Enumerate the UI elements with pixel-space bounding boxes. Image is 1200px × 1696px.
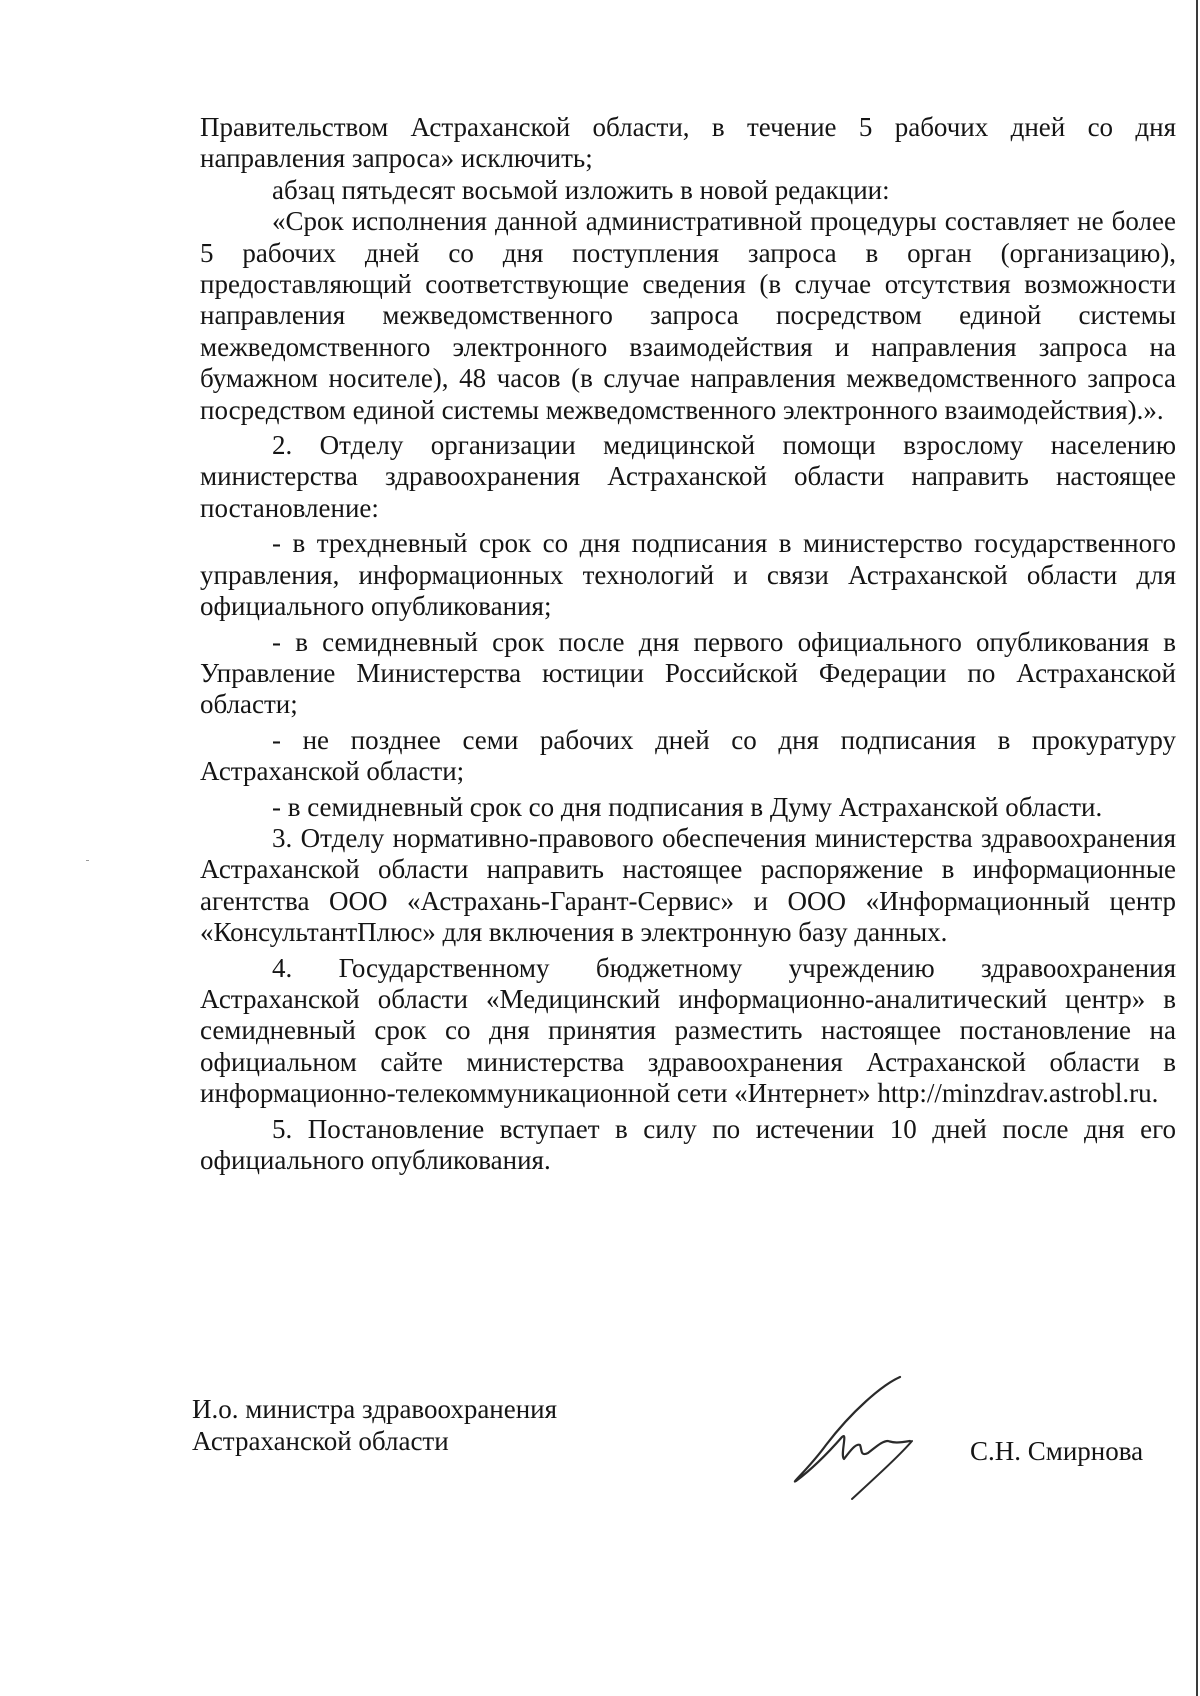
scan-speck [86, 860, 89, 861]
signer-title [192, 1393, 652, 1457]
paragraph-item-5: 5. Постановление вступает в силу по истечении 10 дней после дня его официального опубликования. [200, 1113, 1176, 1175]
paragraph-item-2-bullet-3: - не позднее семи рабочих дней со дня подписания в прокуратуру Астраханской области; [200, 724, 1176, 787]
paragraph-item-3: 3. Отделу нормативно-правового обеспечения министерства здравоохранения Астраханской области направить настоящее распоряжение в информационные агентства ООО «Астрахань-Гарант-Сервис» и ООО «Информационный центр «КонсультантПлюс» для включения в электронную базу данных. [200, 822, 1176, 948]
paragraph-continuation: Правительством Астраханской области, в течение 5 рабочих дней со дня направления запроса» исключить; [200, 112, 1176, 174]
paragraph-item-2-bullet-2: - в семидневный срок после дня первого официального опубликования в Управление Министерства юстиции Российской Федерации по Астраханской области; [200, 626, 1176, 720]
page-edge-shadow [1196, 0, 1198, 1696]
signer-title-line-2: Астраханской области [192, 1426, 449, 1456]
paragraph-item-2: 2. Отделу организации медицинской помощи взрослому населению министерства здравоохранения Астраханской области направить настоящее постановление: [200, 430, 1176, 523]
paragraph-amendment-intro: абзац пятьдесят восьмой изложить в новой редакции: [272, 174, 890, 205]
signer-name: С.Н. Смирнова [970, 1436, 1144, 1466]
document-body [200, 112, 1176, 1176]
paragraph-amendment-text: «Срок исполнения данной административной процедуры составляет не более 5 рабочих дней со дня поступления запроса в орган (организацию), предоставляющий соответствующие сведения (в случае отсутствия возможности направления межведомственного запроса посредством единой системы межведомственного электронного взаимодействия и направления запроса на бумажном носителе), 48 часов (в случае направления межведомственного запроса посредством единой системы межведомственного электронного взаимодействия).». [200, 206, 1176, 425]
signature-block [192, 1393, 1176, 1513]
paragraph-item-2-bullet-4: - в семидневный срок со дня подписания в Думу Астраханской области. [272, 791, 1103, 822]
paragraph-item-2-bullet-1: - в трехдневный срок со дня подписания в министерство государственного управления, информационных технологий и связи Астраханской области для официального опубликования; [200, 528, 1176, 622]
signer-title-line-1: И.о. министра здравоохранения [192, 1394, 558, 1424]
handwritten-signature [782, 1371, 932, 1511]
paragraph-item-4: 4. Государственному бюджетному учреждению здравоохранения Астраханской области «Медицинский информационно-аналитический центр» в семидневный срок со дня принятия разместить настоящее постановление на официальном сайте министерства здравоохранения Астраханской области в информационно-телекоммуникационной сети «Интернет» http://minzdrav.astrobl.ru. [200, 952, 1176, 1109]
